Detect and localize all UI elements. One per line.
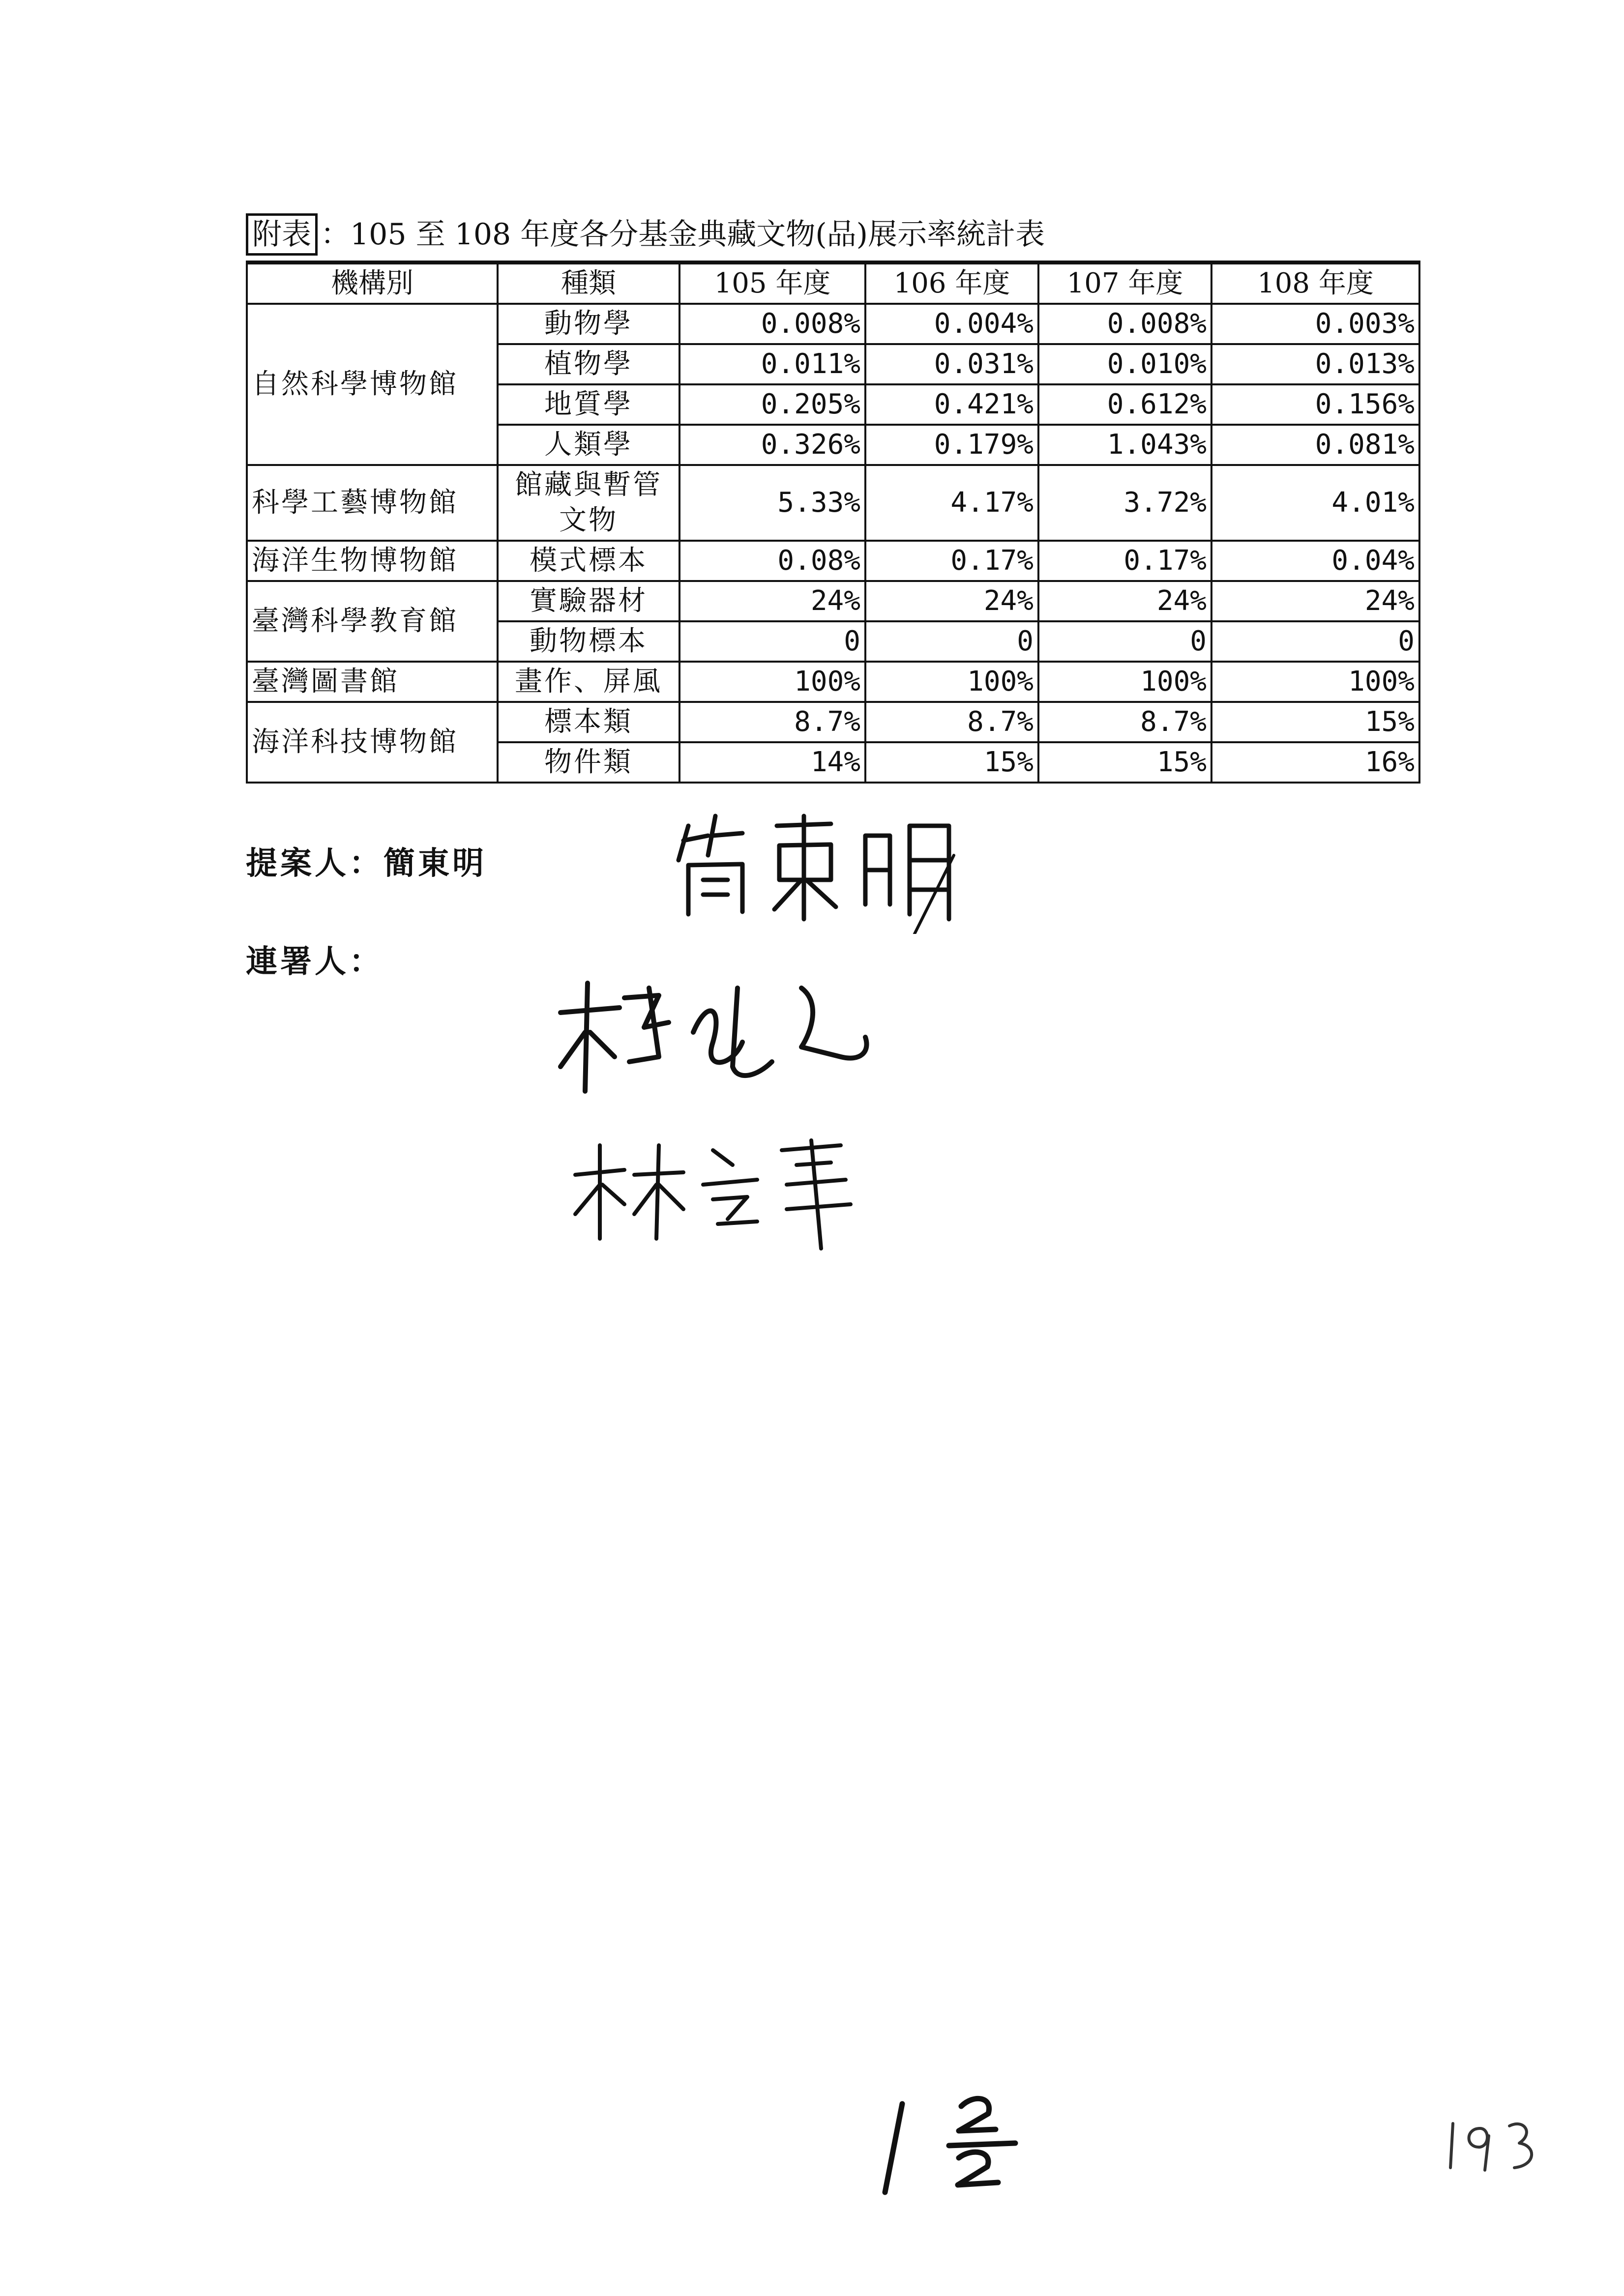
value-cell: 24% [679, 581, 865, 621]
value-cell: 0.003% [1211, 304, 1419, 344]
category-cell: 動物標本 [498, 621, 679, 662]
value-cell: 0.421% [865, 384, 1038, 425]
value-cell: 24% [1038, 581, 1211, 621]
value-cell: 5.33% [679, 465, 865, 541]
header-year-106: 106 年度 [865, 262, 1038, 304]
page-mark [875, 2084, 1062, 2202]
category-cell: 館藏與暫管文物 [498, 465, 679, 541]
value-cell: 0.08% [679, 541, 865, 581]
table-row [247, 581, 1419, 621]
value-cell: 0.010% [1038, 344, 1211, 384]
value-cell: 3.72% [1038, 465, 1211, 541]
table-row [247, 702, 1419, 742]
value-cell: 0 [865, 621, 1038, 662]
value-cell: 15% [1038, 742, 1211, 783]
value-cell: 0.326% [679, 425, 865, 465]
value-cell: 0.008% [1038, 304, 1211, 344]
value-cell: 1.043% [1038, 425, 1211, 465]
value-cell: 0.081% [1211, 425, 1419, 465]
value-cell: 24% [1211, 581, 1419, 621]
institution-cell: 自然科學博物館 [247, 304, 498, 465]
value-cell: 24% [865, 581, 1038, 621]
institution-cell: 科學工藝博物館 [247, 465, 498, 541]
caption-tag: 附表 [246, 213, 318, 256]
value-cell: 100% [1038, 662, 1211, 702]
value-cell: 0.013% [1211, 344, 1419, 384]
proposer-signature [669, 806, 974, 934]
value-cell: 15% [1211, 702, 1419, 742]
table-row [247, 541, 1419, 581]
value-cell: 0.17% [865, 541, 1038, 581]
category-cell: 模式標本 [498, 541, 679, 581]
value-cell: 15% [865, 742, 1038, 783]
category-cell: 地質學 [498, 384, 679, 425]
institution-cell: 臺灣圖書館 [247, 662, 498, 702]
category-cell: 畫作、屏風 [498, 662, 679, 702]
category-cell: 物件類 [498, 742, 679, 783]
value-cell: 4.17% [865, 465, 1038, 541]
category-cell: 實驗器材 [498, 581, 679, 621]
value-cell: 100% [1211, 662, 1419, 702]
caption-title: ：105 至 108 年度各分基金典藏文物(品)展示率統計表 [321, 217, 1045, 252]
value-cell: 0.17% [1038, 541, 1211, 581]
value-cell: 0 [1038, 621, 1211, 662]
cosigner-signature-2 [565, 1131, 880, 1258]
institution-cell: 臺灣科學教育館 [247, 581, 498, 662]
value-cell: 0 [1211, 621, 1419, 662]
value-cell: 100% [679, 662, 865, 702]
category-cell: 人類學 [498, 425, 679, 465]
value-cell: 0.179% [865, 425, 1038, 465]
value-cell: 0.612% [1038, 384, 1211, 425]
value-cell: 8.7% [1038, 702, 1211, 742]
header-year-105: 105 年度 [679, 262, 865, 304]
category-cell: 標本類 [498, 702, 679, 742]
cosigner-label: 連署人： [246, 944, 384, 980]
value-cell: 14% [679, 742, 865, 783]
institution-cell: 海洋生物博物館 [247, 541, 498, 581]
table-row [247, 304, 1419, 344]
institution-cell: 海洋科技博物館 [247, 702, 498, 783]
table-row [247, 662, 1419, 702]
value-cell: 0.008% [679, 304, 865, 344]
value-cell: 0.011% [679, 344, 865, 384]
value-cell: 0.156% [1211, 384, 1419, 425]
value-cell: 4.01% [1211, 465, 1419, 541]
value-cell: 8.7% [865, 702, 1038, 742]
table-row [247, 465, 1419, 541]
cosigner-signature-1 [546, 968, 880, 1106]
value-cell: 8.7% [679, 702, 865, 742]
proposer-label: 提案人：簡東明 [246, 845, 487, 882]
page-note [1441, 2109, 1554, 2178]
table-caption [246, 212, 1045, 257]
value-cell: 0.205% [679, 384, 865, 425]
value-cell: 0.004% [865, 304, 1038, 344]
exhibition-rate-table [246, 261, 1420, 784]
header-year-108: 108 年度 [1211, 262, 1419, 304]
value-cell: 0.04% [1211, 541, 1419, 581]
value-cell: 0 [679, 621, 865, 662]
header-year-107: 107 年度 [1038, 262, 1211, 304]
table-header-row [247, 262, 1419, 304]
category-cell: 植物學 [498, 344, 679, 384]
header-category: 種類 [498, 262, 679, 304]
header-institution: 機構別 [247, 262, 498, 304]
category-cell: 動物學 [498, 304, 679, 344]
value-cell: 100% [865, 662, 1038, 702]
value-cell: 16% [1211, 742, 1419, 783]
value-cell: 0.031% [865, 344, 1038, 384]
